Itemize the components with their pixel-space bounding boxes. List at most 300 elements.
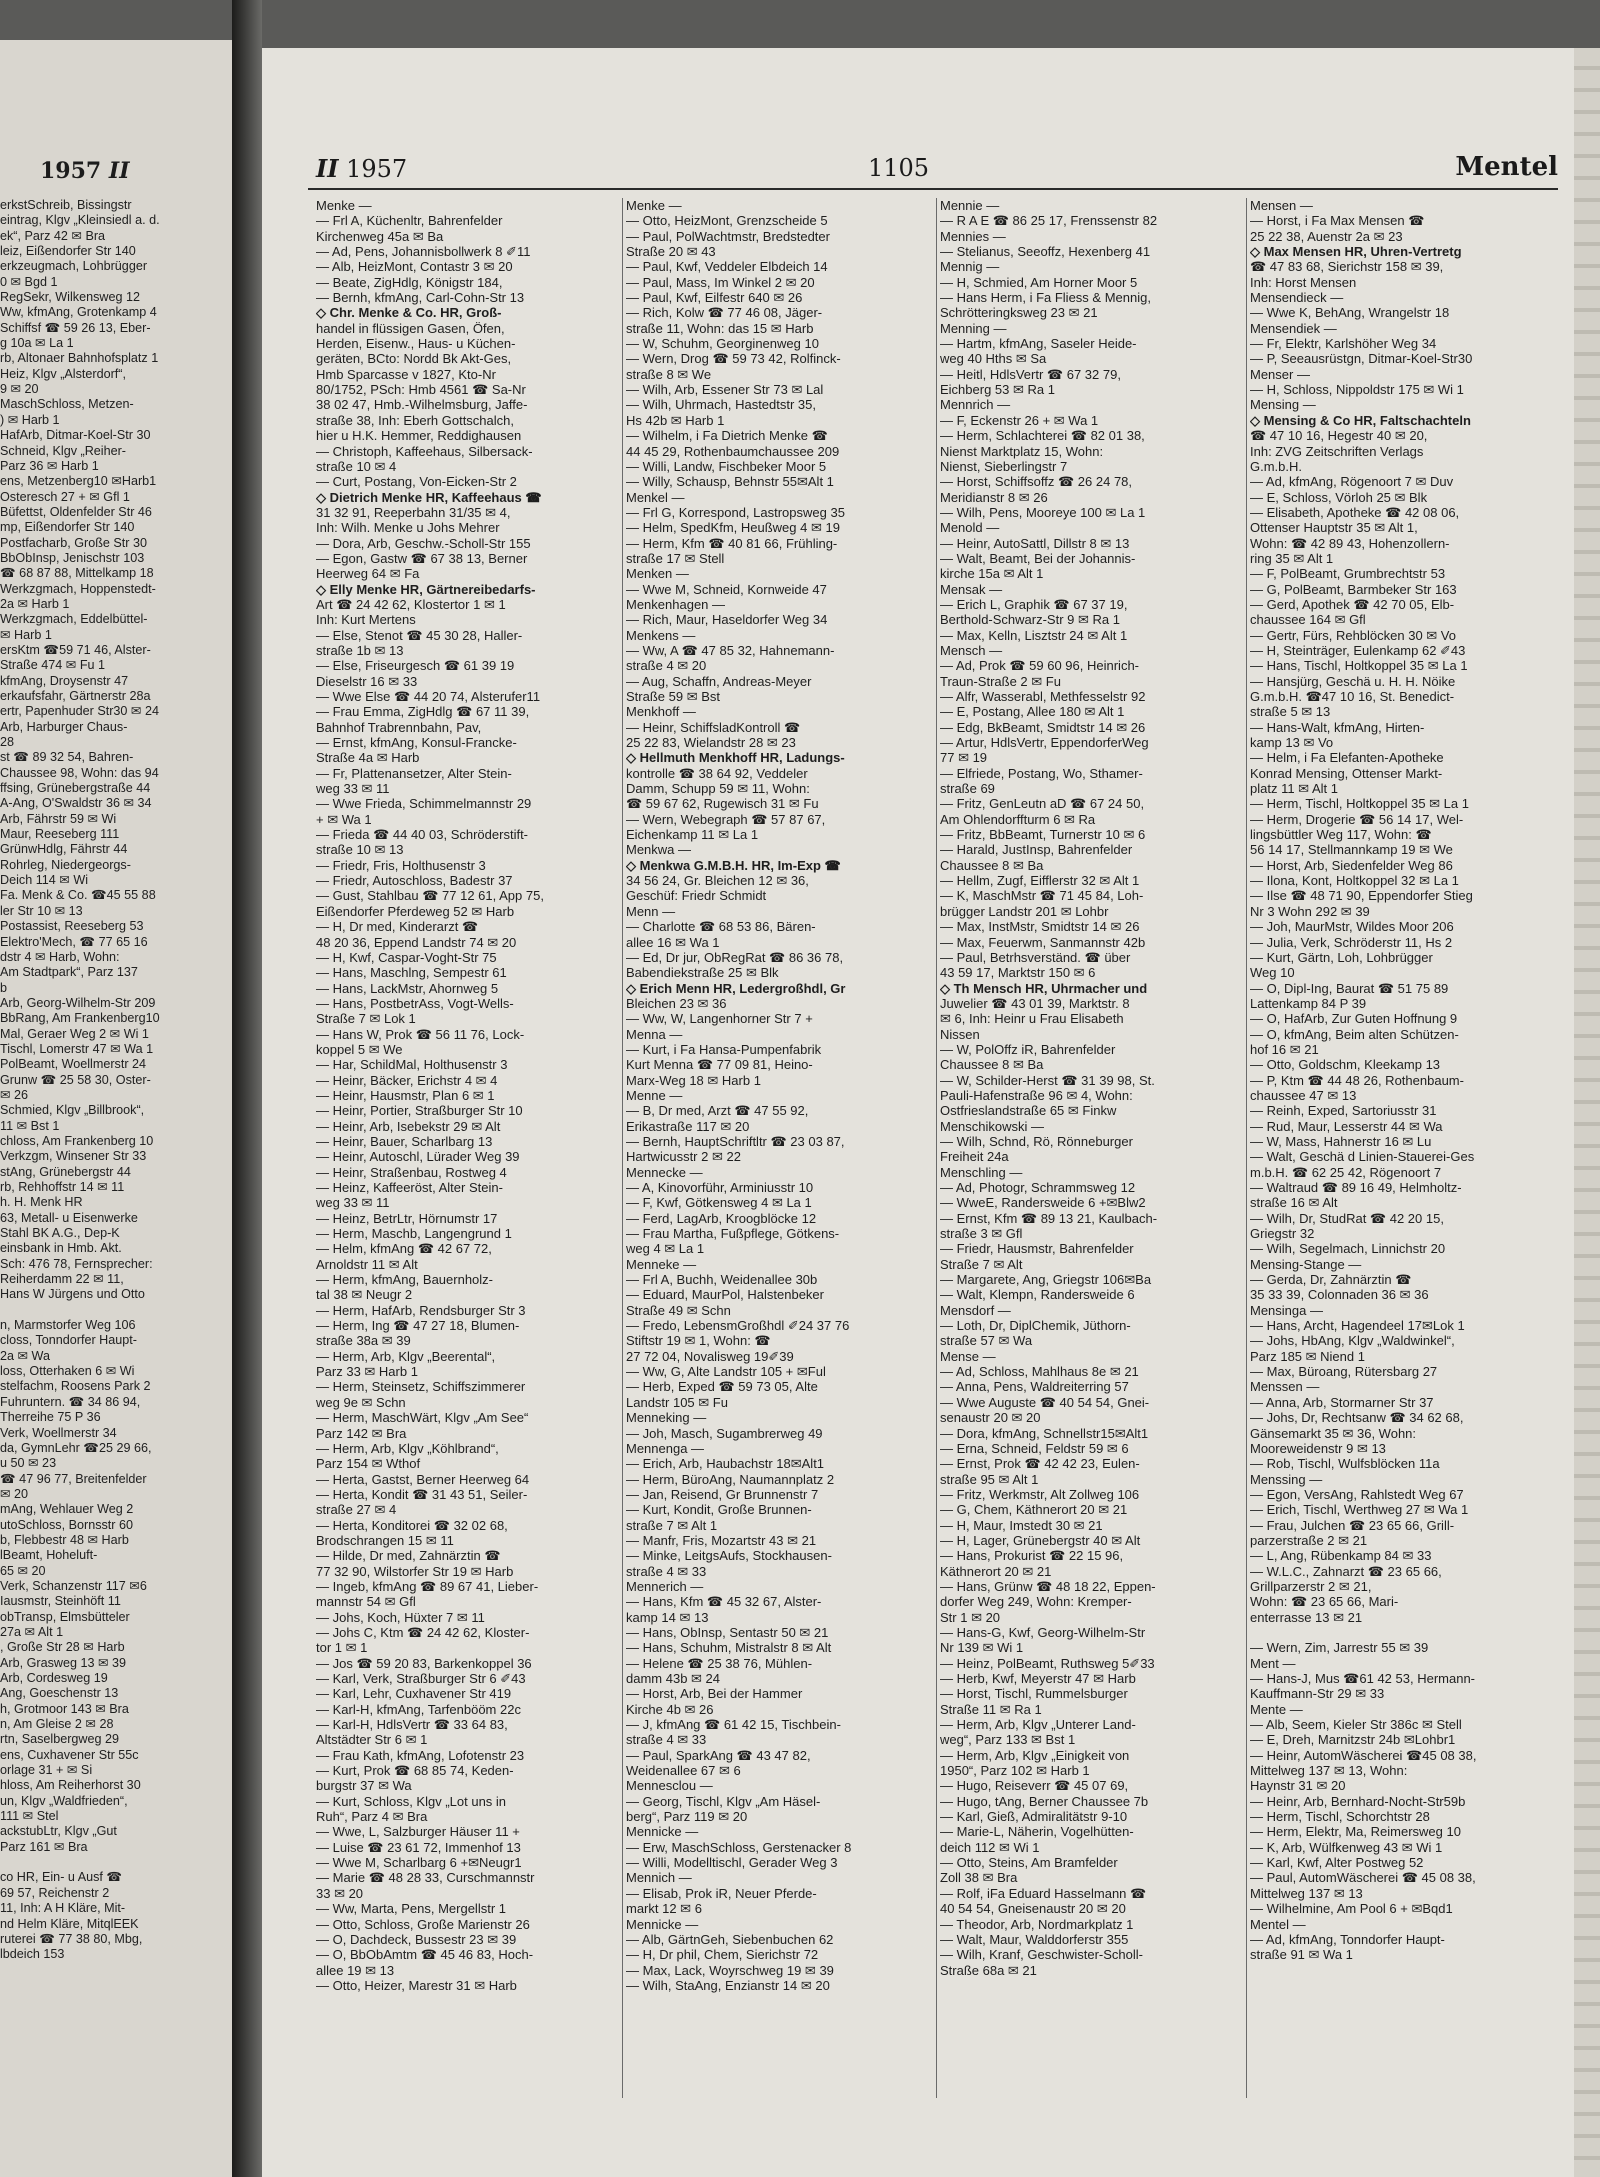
directory-entry-line: — Walt, Geschä d Linien-Stauerei-Ges [1250,1149,1475,1165]
directory-entry-line: — Egon, VersAng, Rahlstedt Weg 67 [1250,1486,1464,1502]
directory-entry-line: — Wilh, Segelmach, Linnichstr 20 [1250,1241,1446,1257]
directory-entry-line: Straße 49 ✉ Schn [626,1302,731,1318]
directory-entry-line: — Gerd, Apothek ☎ 42 70 05, Elb- [1250,596,1455,612]
left-page-line: b [0,980,8,995]
directory-entry-line: — Wern, Zim, Jarrestr 55 ✉ 39 [1250,1640,1429,1656]
left-page-line: Reiherdamm 22 ✉ 11, [0,1272,124,1287]
directory-entry-line: Straße 20 ✉ 43 [626,244,716,260]
directory-entry-line: 77 ✉ 19 [940,750,988,766]
directory-entry-line: Ostfrieslandstraße 65 ✉ Finkw [940,1103,1117,1119]
directory-entry-line: — Helene ☎ 25 38 76, Mühlen- [626,1655,813,1671]
surname-heading: Mensak — [940,581,1003,597]
directory-entry-line: — Herta, Kondit ☎ 31 43 51, Seiler- [316,1486,528,1502]
directory-entry-line: — Jos ☎ 59 20 83, Barkenkoppel 36 [316,1655,532,1671]
directory-entry-line: burgstr 37 ✉ Wa [316,1778,412,1794]
left-page-line: stAng, Grünebergstr 44 [0,1164,131,1179]
directory-entry-line: — Heinz, Kaffeeröst, Alter Stein- [316,1180,503,1195]
directory-entry-line: — H, Dr med, Kinderarzt ☎ [316,919,479,935]
directory-entry-line: — Erw, MaschSchloss, Gerstenacker 8 [626,1839,852,1855]
left-page-line: kfmAng, Droysenstr 47 [0,673,129,688]
left-page-line: Postassist, Reeseberg 53 [0,919,144,934]
left-page-line: n, Am Gleise 2 ✉ 28 [0,1717,114,1732]
directory-entry-line: ◇ Dietrich Menke HR, Kaffeehaus ☎ [316,489,542,505]
directory-entry-line: — Walt, Klempn, Randersweide 6 [940,1287,1135,1303]
directory-entry-line: — H, Schloss, Nippoldstr 175 ✉ Wi 1 [1250,382,1464,398]
directory-entry-line: kirche 15a ✉ Alt 1 [940,566,1044,582]
directory-entry-line: straße 10 ✉ 13 [316,842,404,858]
directory-entry-line: — Frau Kath, kfmAng, Lofotenstr 23 [316,1747,525,1763]
left-page-line: Werkzgmach, Eddelbüttel- [0,612,148,627]
directory-entry-line: Straße 7 ✉ Alt [940,1256,1023,1272]
surname-heading: Mense — [940,1348,996,1364]
surname-heading: Menneking — [626,1410,707,1426]
left-page-line: Iausmstr, Steinhöft 11 [0,1594,121,1609]
directory-entry-line: — Johs, HbAng, Klgv „Waldwinkel“, [1250,1333,1455,1349]
directory-entry-line: — Joh, Masch, Sugambrerweg 49 [626,1425,823,1441]
left-page-line: MaschSchloss, Metzen- [0,397,134,412]
directory-entry-line: Käthnerort 20 ✉ 21 [940,1563,1052,1579]
directory-entry-line: Chaussee 8 ✉ Ba [940,1057,1044,1073]
directory-entry-line: 25 22 38, Auenstr 2a ✉ 23 [1250,228,1403,244]
directory-entry-line: — Rud, Maur, Lesserstr 44 ✉ Wa [1250,1118,1443,1134]
directory-entry-line: Nienst Marktplatz 15, Wohn: [940,443,1104,459]
directory-entry-line: — B, Dr med, Arzt ☎ 47 55 92, [626,1103,809,1119]
surname-heading: Mennesclou — [626,1778,713,1794]
directory-entry-line: — Ad, Prok ☎ 59 60 96, Heinrich- [940,658,1140,674]
surname-heading: Mensen — [1250,198,1313,213]
surname-heading: Menneke — [626,1256,697,1272]
book-gutter [232,0,262,2177]
directory-entry-line: Brodschrangen 15 ✉ 11 [316,1532,454,1548]
directory-entry-line: — Wwe Frieda, Schimmelmannstr 29 [316,796,532,812]
left-page-line: Mal, Geraer Weg 2 ✉ Wi 1 [0,1026,149,1041]
directory-entry-line: tal 38 ✉ Neugr 2 [316,1287,413,1303]
directory-entry-line: — F, Eckenstr 26 + ✉ Wa 1 [940,412,1099,428]
left-page-line: Osteresch 27 + ✉ Gfl 1 [0,489,130,504]
directory-entry-line: Parz 185 ✉ Niend 1 [1250,1348,1365,1364]
left-page-line: BbRang, Am Frankenberg10 [0,1011,160,1026]
directory-entry-line: — Jan, Reisend, Gr Brunnenstr 7 [626,1486,819,1502]
directory-entry-line: — Willi, Modelltischl, Gerader Weg 3 [626,1855,838,1871]
directory-entry-line: — Minke, LeitgsAufs, Stockhausen- [626,1548,832,1564]
directory-entry-line: Traun-Straße 2 ✉ Fu [940,673,1061,689]
left-page-line: Chaussee 98, Wohn: das 94 [0,765,159,780]
directory-entry-line: — Erna, Schneid, Feldstr 59 ✉ 6 [940,1440,1129,1456]
left-page-line: co HR, Ein- u Ausf ☎ [0,1870,123,1885]
directory-entry-line: — Marie ☎ 48 28 33, Curschmannstr [316,1870,535,1886]
directory-columns [308,198,1558,2098]
directory-entry-line: Griegstr 32 [1250,1226,1315,1242]
left-page-line: Hans W Jürgens und Otto [0,1287,145,1302]
directory-entry-line: — Wern, Drog ☎ 59 73 42, Rolfinck- [626,351,841,367]
directory-entry-line: 27 72 04, Novalisweg 19✐39 [626,1348,794,1364]
directory-entry-line: Straße 4a ✉ Harb [316,750,420,766]
left-page-line: mAng, Wehlauer Weg 2 [0,1502,134,1517]
directory-entry-line: Haynstr 31 ✉ 20 [1250,1778,1346,1794]
directory-entry-line: markt 12 ✉ 6 [626,1901,702,1917]
directory-entry-line: Zoll 38 ✉ Bra [940,1870,1018,1886]
directory-entry-line: hier u H.K. Hemmer, Reddighausen [316,428,522,444]
directory-entry-line: Bleichen 23 ✉ 36 [626,995,727,1011]
directory-entry-line: — Hugo, tAng, Berner Chaussee 7b [940,1793,1149,1809]
left-page-line: ✉ 20 [0,1486,29,1501]
directory-entry-line: — Herm, Elektr, Ma, Reimersweg 10 [1250,1824,1461,1840]
left-page-line: A-Ang, O'Swaldstr 36 ✉ 34 [0,796,152,811]
directory-entry-line: — G, Chem, Käthnerort 20 ✉ 21 [940,1502,1128,1518]
surname-heading: Menkenhagen — [626,596,726,612]
directory-entry-line: — Hans, Schuhm, Mistralstr 8 ✉ Alt [626,1640,832,1656]
directory-entry-line: — P, Ktm ☎ 44 48 26, Rothenbaum- [1250,1072,1464,1088]
directory-entry-line: — Christoph, Kaffeehaus, Silbersack- [316,443,533,459]
left-page-line: Arb, Fährstr 59 ✉ Wi [0,811,117,826]
left-page-line: b, Flebbestr 48 ✉ Harb [0,1532,129,1547]
directory-entry-line: 44 45 29, Rothenbaumchaussee 209 [626,443,840,459]
left-page-line: Deich 114 ✉ Wi [0,873,89,888]
directory-entry-line: — Herm, MaschWärt, Klgv „Am See“ [316,1410,529,1426]
directory-entry-line: Juwelier ☎ 43 01 39, Marktstr. 8 [940,995,1130,1011]
left-page-line: Werkzgmach, Hoppenstedt- [0,581,156,596]
directory-entry-line: — Ww, Marta, Pens, Mergellstr 1 [316,1901,506,1917]
directory-entry-line: — Stelianus, Seeoffz, Hexenberg 41 [940,244,1151,260]
directory-entry-line: G.m.b.H. [1250,458,1303,474]
left-page-line: closs, Tonndorfer Haupt- [0,1333,137,1348]
directory-entry-line: — H, Kwf, Caspar-Voght-Str 75 [316,949,497,965]
directory-entry-line: Babendiekstraße 25 ✉ Blk [626,965,779,981]
directory-entry-line: — Paul, Mass, Im Winkel 2 ✉ 20 [626,274,815,290]
left-page-line: Arb, Cordesweg 19 [0,1671,108,1685]
directory-entry-line: — Artur, HdlsVertr, EppendorferWeg [940,735,1149,751]
directory-entry-line: — Wilh, Arb, Essener Str 73 ✉ Lal [626,382,824,398]
directory-entry-line: — Paul, AutomWäscherei ☎ 45 08 38, [1250,1870,1476,1886]
left-page-line: g 10a ✉ La 1 [0,336,74,351]
left-page-line: 63, Metall- u Eisenwerke [0,1210,138,1225]
directory-entry-line: straße 8 ✉ We [626,366,712,382]
surname-heading: Mensendiek — [1250,320,1337,336]
directory-entry-line: — Paul, Kwf, Eilfestr 640 ✉ 26 [626,290,803,306]
left-page-line: Ang, Goeschenstr 13 [0,1686,119,1701]
directory-entry-line: — Herm, Arb, Klgv „Köhlbrand“, [316,1440,499,1456]
left-page-line: PolBeamt, Woellmerstr 24 [0,1057,147,1072]
directory-entry-line: — Willy, Schausp, Behnstr 55✉Alt 1 [626,474,834,490]
directory-entry-line: — Hans-G, Kwf, Georg-Wilhelm-Str [940,1624,1146,1640]
directory-entry-line: straße 38a ✉ 39 [316,1333,411,1349]
directory-entry-line: — Ww, A ☎ 47 85 32, Hahnemann- [626,642,835,658]
directory-entry-line: weg 33 ✉ 11 [316,1195,390,1211]
directory-entry-line: — Otto, HeizMont, Grenzscheide 5 [626,213,828,229]
directory-entry-line: — L, Ang, Rübenkamp 84 ✉ 33 [1250,1548,1432,1564]
left-page-line: utoSchloss, Bornsstr 60 [0,1517,133,1532]
directory-entry-line: — Heitl, HdlsVertr ☎ 67 32 79, [940,366,1121,382]
left-page-line: Grunw ☎ 25 58 30, Oster- [0,1072,151,1087]
directory-entry-line: Inh: ZVG Zeitschriften Verlags [1250,443,1424,459]
surname-heading: Menkel — [626,489,685,505]
directory-entry-line: — Max, Lack, Woyrschweg 19 ✉ 39 [626,1962,834,1978]
directory-entry-line: — Frl G, Korrespond, Lastropsweg 35 [626,504,845,520]
directory-entry-line: — Helm, SpedKfm, Heußweg 4 ✉ 19 [626,520,840,536]
directory-entry-line: — Rich, Kolw ☎ 77 46 08, Jäger- [626,305,823,321]
left-page-line: RegSekr, Wilkensweg 12 [0,290,140,305]
surname-heading: Mennecke — [626,1164,703,1180]
directory-entry-line: Eißendorfer Pferdeweg 52 ✉ Harb [316,903,515,919]
surname-heading: Mennrich — [940,397,1011,413]
surname-heading: Mensing-Stange — [1250,1256,1362,1272]
surname-heading: Ment — [1250,1655,1296,1671]
directory-entry-line: — Heinr, Bauer, Scharlbarg 13 [316,1133,493,1149]
directory-entry-line: ◇ Hellmuth Menkhoff HR, Ladungs- [626,750,845,766]
surname-heading: Menold — [940,520,1000,536]
directory-entry-line: — Johs C, Ktm ☎ 24 42 62, Kloster- [316,1624,530,1640]
directory-entry-line: weg 33 ✉ 11 [316,781,390,797]
directory-entry-line: Eichenkamp 11 ✉ La 1 [626,827,759,843]
directory-entry-line: Parz 33 ✉ Harb 1 [316,1364,418,1380]
directory-entry-line: Nissen [940,1026,980,1042]
directory-entry-line: — Karl-H, kfmAng, Tarfenbööm 22c [316,1701,521,1717]
directory-entry-line: — Wilhelm, i Fa Dietrich Menke ☎ [626,428,828,444]
directory-entry-line: — Dora, kfmAng, Schnellstr15✉Alt1 [940,1425,1149,1441]
directory-entry-line: — Walt, Maur, Walddorferstr 355 [940,1931,1129,1947]
directory-entry-line: — Wwe Auguste ☎ 40 54 54, Gnei- [940,1394,1150,1410]
left-page-line: ek“, Parz 42 ✉ Bra [0,228,106,243]
directory-entry-line: — Paul, Betrhsverständ. ☎ über [940,949,1131,965]
directory-entry-line: — Beate, ZigHdlg, Königstr 184, [316,274,503,290]
directory-entry-line: Kirche 4b ✉ 26 [626,1701,714,1717]
left-page-line: 11, Inh: A H Kläre, Mit- [0,1901,126,1916]
directory-entry-line: handel in flüssigen Gasen, Öfen, [316,320,505,336]
left-page-line: Heiz, Klgv „Alsterdorf“, [0,366,126,381]
directory-entry-line: — Herm, Kfm ☎ 40 81 66, Frühling- [626,535,838,551]
surname-heading: Mennie — [940,198,1000,213]
directory-entry-line: kontrolle ☎ 38 64 92, Veddeler [626,765,808,781]
directory-entry-line: Parz 154 ✉ Wthof [316,1456,421,1472]
left-page-line: Elektro'Mech, ☎ 77 65 16 [0,934,148,949]
directory-entry-line: Eichberg 53 ✉ Ra 1 [940,382,1055,398]
directory-entry-line: — Heinr, AutoSattl, Dillstr 8 ✉ 13 [940,535,1130,551]
directory-entry-line: 31 32 91, Reeperbahn 31/35 ✉ 4, [316,504,511,520]
directory-entry-line: ◇ Erich Menn HR, Ledergroßhdl, Gr [626,980,846,996]
directory-entry-line: — Elfriede, Postang, Wo, Sthamer- [940,765,1143,781]
left-page-line: Straße 474 ✉ Fu 1 [0,658,106,673]
directory-entry-line: — P, Seeausrüstgn, Ditmar-Koel-Str30 [1250,351,1473,367]
left-page-line: mp, Eißendorfer Str 140 [0,520,135,535]
directory-entry-line: — Else, Friseurgesch ☎ 61 39 19 [316,658,515,674]
directory-entry-line: parzerstraße 2 ✉ 21 [1250,1532,1368,1548]
directory-entry-line: — Joh, MaurMstr, Wildes Moor 206 [1250,919,1454,935]
directory-entry-line: — Frieda ☎ 44 40 03, Schröderstift- [316,827,529,843]
directory-entry-line: — Fredo, LebensmGroßhdl ✐24 37 76 [626,1318,850,1334]
directory-entry-line: — Hans, Tischl, Holtkoppel 35 ✉ La 1 [1250,658,1468,674]
directory-entry-line: — Horst, Arb, Siedenfelder Weg 86 [1250,857,1453,873]
directory-entry-line: — Herm, Arb, Klgv „Unterer Land- [940,1717,1136,1733]
surname-heading: Menschikowski — [940,1118,1045,1134]
directory-entry-line: straße 4 ✉ 20 [626,658,707,674]
directory-entry-line: — Herm, Steinsetz, Schiffszimmerer [316,1379,526,1395]
directory-entry-line: — Hans, PostbetrAss, Vogt-Wells- [316,995,514,1011]
directory-entry-line: — Ed, Dr jur, ObRegRat ☎ 86 36 78, [626,949,844,965]
directory-entry-line: brügger Landstr 201 ✉ Lohbr [940,903,1109,919]
directory-entry-line: straße 10 ✉ 4 [316,458,397,474]
left-page-line: ✉ Harb 1 [0,627,52,642]
directory-entry-line: — Friedr, Hausmstr, Bahrenfelder [940,1241,1134,1257]
directory-entry-line: — Herm, Ing ☎ 47 27 18, Blumen- [316,1318,520,1334]
directory-entry-line: platz 11 ✉ Alt 1 [1250,781,1338,797]
directory-entry-line: — Georg, Tischl, Klgv „Am Häsel- [626,1793,821,1809]
directory-entry-line: — Erich, Arb, Haubachstr 18✉Alt1 [626,1456,825,1472]
left-page-line: Am Stadtpark“, Parz 137 [0,965,138,980]
directory-entry-line: — Frl A, Küchenltr, Bahrenfelder [316,213,503,229]
directory-entry-line: Mooreweidenstr 9 ✉ 13 [1250,1440,1386,1456]
left-page-line: nd Helm Kläre, MitqlEEK [0,1916,139,1931]
surname-heading: Mensing — [1250,397,1316,413]
directory-entry-line: Straße 11 ✉ Ra 1 [940,1701,1042,1717]
directory-entry-line: Meridianstr 8 ✉ 26 [940,489,1048,505]
directory-entry-line: — Gertr, Fürs, Rehblöcken 30 ✉ Vo [1250,627,1456,643]
directory-entry-line: — Johs, Dr, Rechtsanw ☎ 34 62 68, [1250,1410,1464,1426]
directory-column-3 [940,198,1240,2098]
directory-column-1 [316,198,616,2098]
directory-entry-line: — Marie-L, Näherin, Vogelhütten- [940,1824,1134,1840]
directory-entry-line: — Herta, Gastst, Berner Heerweg 64 [316,1471,530,1487]
surname-heading: Mentel — [1250,1916,1306,1932]
left-page-line: , Große Str 28 ✉ Harb [0,1640,125,1655]
surname-heading: Menn — [626,903,676,919]
directory-entry-line: — Erich, Tischl, Werthweg 27 ✉ Wa 1 [1250,1502,1469,1518]
directory-entry-line: ☎ 47 83 68, Sierichstr 158 ✉ 39, [1250,259,1444,275]
left-page-line: ffsing, Grünebergstraße 44 [0,781,151,796]
left-page-line: 65 ✉ 20 [0,1563,46,1578]
directory-entry-line: + ✉ Wa 1 [316,811,372,827]
directory-entry-line: Pauli-Hafenstraße 96 ✉ 4, Wohn: [940,1087,1133,1103]
directory-entry-line: Geschüf: Friedr Schmidt [626,888,767,904]
left-page-line: ruterei ☎ 77 38 80, Mbg, [0,1931,143,1946]
directory-entry-line: — Friedr, Fris, Holthusenstr 3 [316,857,486,873]
directory-entry-line: tor 1 ✉ 1 [316,1640,368,1656]
directory-entry-line: — K, Arb, Wülfkenweg 43 ✉ Wi 1 [1250,1839,1443,1855]
directory-entry-line: — Johs, Koch, Hüxter 7 ✉ 11 [316,1609,485,1625]
directory-entry-line: ◇ Chr. Menke & Co. HR, Groß- [316,305,502,321]
directory-entry-line: — Rob, Tischl, Wulfsblöcken 11a [1250,1456,1440,1472]
directory-entry-line: Lattenkamp 84 P 39 [1250,995,1367,1011]
directory-entry-line: ◇ Elly Menke HR, Gärtnereibedarfs- [316,581,536,597]
directory-entry-line: Weg 10 [1250,965,1295,981]
surname-heading: Menke — [316,198,372,213]
directory-entry-line: Grillparzerstr 2 ✉ 21, [1250,1578,1372,1594]
directory-entry-line: ◇ Menkwa G.M.B.H. HR, Im-Exp ☎ [626,857,841,873]
directory-entry-line: — Paul, SparkAng ☎ 43 47 82, [626,1747,811,1763]
directory-entry-line: ✉ 6, Inh: Heinr u Frau Elisabeth [940,1011,1124,1027]
directory-entry-line: — Herm, kfmAng, Bauernholz- [316,1272,494,1288]
left-page-line: Fa. Menk & Co. ☎45 55 88 [0,888,156,903]
left-page-line: Schneid, Klgv „Reiher- [0,443,126,458]
directory-entry-line: — Wwe Else ☎ 44 20 74, Alsterufer11 [316,689,541,704]
directory-entry-line: Hartwicusstr 2 ✉ 22 [626,1149,741,1165]
surname-heading: Menkwa — [626,842,692,858]
directory-entry-line: Art ☎ 24 42 62, Klostertor 1 ✉ 1 [316,596,506,612]
directory-entry-line: — Wwe M, Schneid, Kornweide 47 [626,581,827,597]
directory-entry-line: Heerweg 64 ✉ Fa [316,566,420,582]
directory-entry-line: Hmb Sparcasse v 1827, Kto-Nr [316,366,496,382]
directory-entry-line: — Herb, Exped ☎ 59 73 05, Alte [626,1379,818,1395]
left-page-line: rb, Altonaer Bahnhofsplatz 1 [0,351,159,366]
directory-entry-line: straße 1b ✉ 13 [316,642,404,658]
directory-entry-line: straße 4 ✉ 33 [626,1563,707,1579]
header-rule [308,188,1558,190]
directory-entry-line: damm 43b ✉ 24 [626,1671,720,1686]
directory-entry-line: — J, kfmAng ☎ 61 42 15, Tischbein- [626,1717,841,1733]
directory-entry-line: — Alb, HeizMont, Contastr 3 ✉ 20 [316,259,513,275]
directory-entry-line: — Alb, Seem, Kieler Str 386c ✉ Stell [1250,1717,1462,1733]
directory-entry-line: — R A E ☎ 86 25 17, Frenssenstr 82 [940,213,1158,229]
directory-entry-line: weg“, Parz 133 ✉ Bst 1 [940,1732,1076,1748]
directory-entry-line: — Fr, Elektr, Karlshöher Weg 34 [1250,336,1437,352]
directory-entry-line: — Rolf, iFa Eduard Hasselmann ☎ [940,1885,1147,1901]
surname-heading: Mennenga — [626,1440,705,1456]
surname-heading: Mensendieck — [1250,290,1344,306]
directory-entry-line: hof 16 ✉ 21 [1250,1041,1319,1057]
edition-label [316,154,407,183]
left-page-line: BbObInsp, Jenischstr 103 [0,550,145,565]
left-page-line: stelfachm, Roosens Park 2 [0,1379,151,1394]
left-page-line: Verk, Woellmerstr 34 [0,1425,117,1440]
left-page-line: u 50 ✉ 23 [0,1456,57,1471]
directory-entry-line: — Hartm, kfmAng, Saseler Heide- [940,336,1137,352]
directory-entry-line: Wohn: ☎ 42 89 43, Hohenzollern- [1250,535,1450,551]
directory-entry-line: — A, Kinovorführ, Arminiusstr 10 [626,1180,814,1195]
left-page-line: n, Marmstorfer Weg 106 [0,1318,136,1333]
left-page-line: h. H. Menk HR [0,1195,83,1210]
directory-entry-line: — Dora, Arb, Geschw.-Scholl-Str 155 [316,535,531,551]
directory-entry-line: — Ernst, kfmAng, Konsul-Francke- [316,735,517,751]
left-page-line: Schmied, Klgv „Billbrook“, [0,1103,145,1118]
directory-entry-line: Dieselstr 16 ✉ 33 [316,673,418,689]
directory-entry-line: Berthold-Schwarz-Str 9 ✉ Ra 1 [940,612,1120,628]
directory-entry-line: dorfer Weg 249, Wohn: Kremper- [940,1594,1132,1610]
directory-entry-line: — Herm, Drogerie ☎ 56 14 17, Wel- [1250,811,1464,827]
directory-entry-line: Ottenser Hauptstr 35 ✉ Alt 1, [1250,520,1418,536]
directory-entry-line: — Ilse ☎ 48 71 90, Eppendorfer Stieg [1250,888,1473,904]
directory-entry-line: — Wilh, StaAng, Enzianstr 14 ✉ 20 [626,1977,830,1993]
directory-entry-line: — Hans, Grünw ☎ 48 18 22, Eppen- [940,1578,1156,1594]
directory-entry-line: — Max, Kelln, Lisztstr 24 ✉ Alt 1 [940,627,1128,643]
directory-entry-line: straße 5 ✉ 13 [1250,704,1331,720]
directory-entry-line: — Herm, Arb, Klgv „Beerental“, [316,1348,496,1364]
surname-heading: Menke — [626,198,682,213]
left-page-line: Ww, kfmAng, Grotenkamp 4 [0,305,157,320]
directory-entry-line: — Else, Stenot ☎ 45 30 28, Haller- [316,627,523,643]
directory-entry-line: — W.L.C., Zahnarzt ☎ 23 65 66, [1250,1563,1442,1579]
left-page-line: Arb, Grasweg 13 ✉ 39 [0,1655,127,1670]
directory-entry-line: — Harald, JustInsp, Bahrenfelder [940,842,1133,858]
directory-entry-line: straße 57 ✉ Wa [940,1333,1033,1349]
surname-heading: Menning — [940,320,1007,336]
left-page-line: ler Str 10 ✉ 13 [0,903,83,918]
directory-entry-line: — K, MaschMstr ☎ 71 45 84, Loh- [940,888,1144,904]
directory-entry-line: Inh: Horst Mensen [1250,274,1357,290]
left-page-line: HafArb, Ditmar-Koel-Str 30 [0,428,151,443]
directory-entry-line: Gänsemarkt 35 ✉ 36, Wohn: [1250,1425,1417,1441]
directory-entry-line: — WweE, Randersweide 6 +✉Blw2 [940,1195,1146,1211]
directory-entry-line: — Kurt, Gärtn, Loh, Lohbrügger [1250,949,1433,965]
left-page-line [0,1855,228,1870]
directory-entry-line: — Horst, Tischl, Rummelsburger [940,1686,1128,1702]
directory-entry-line: — G, PolBeamt, Barmbeker Str 163 [1250,581,1457,597]
directory-entry-line: — Ww, W, Langenhorner Str 7 + [626,1011,813,1027]
directory-entry-line: Nr 3 Wohn 292 ✉ 39 [1250,903,1370,919]
left-page-line: dstr 4 ✉ Harb, Wohn: [0,949,120,964]
directory-entry-line: 1950“, Parz 102 ✉ Harb 1 [940,1763,1090,1779]
left-page-line: Rohrleg, Niedergeorgs- [0,857,131,872]
left-page-line: erkaufsfahr, Gärtnerstr 28a [0,689,151,703]
directory-entry-line: — Fritz, GenLeutn aD ☎ 67 24 50, [940,796,1145,812]
